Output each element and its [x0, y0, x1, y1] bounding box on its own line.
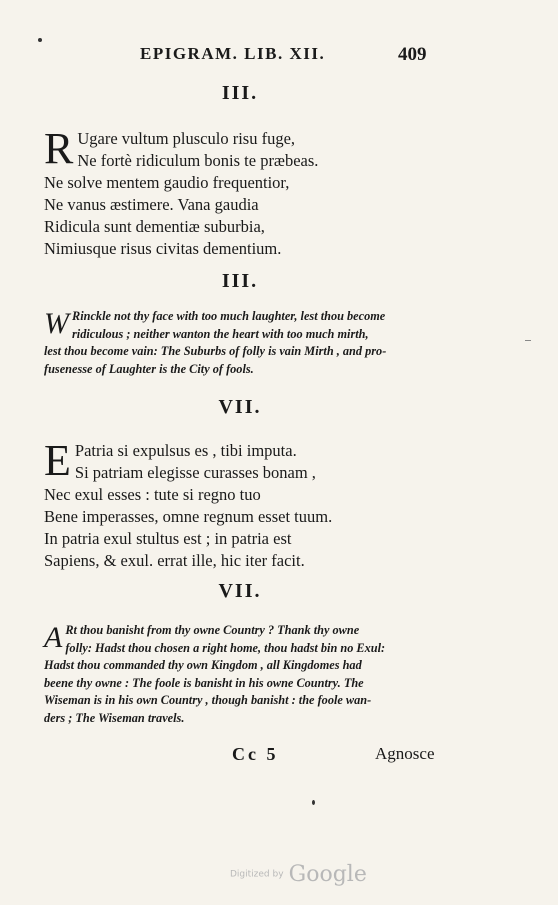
page-number: 409 [398, 44, 427, 65]
prose-line: Rt thou banisht from thy owne Country ? Thank thy owne [65, 623, 360, 637]
latin-epigram [44, 436, 444, 572]
prose-line: ridiculous ; neither wanton the heart with too much mirth, [72, 326, 369, 341]
verse-line: In patria exul stultus est ; in patria est [44, 529, 292, 548]
verse-line: Bene imperasses, omne regnum esset tuum. [44, 507, 333, 526]
running-head: EPIGRAM. LIB. XII. [140, 44, 326, 63]
prose-line: fusenesse of Laughter is the City of fools. [44, 361, 254, 376]
drop-cap: E [44, 436, 71, 485]
drop-cap: R [44, 124, 74, 173]
verse-line: Patria si expulsus es , tibi imputa. [74, 441, 297, 460]
verse-line: Nec exul esses : tute si regno tuo [44, 485, 261, 504]
prose-line: ders ; The Wiseman travels. [44, 710, 185, 725]
ink-spot [312, 800, 315, 805]
section-heading: VII. [218, 396, 262, 418]
ink-spot [38, 38, 42, 42]
latin-epigram [44, 124, 444, 260]
verse-line: Si patriam elegisse curasses bonam , [74, 463, 316, 482]
prose-line: folly: Hadst thou chosen a right home, thou hadst bin no Exul: [65, 640, 386, 655]
verse-line: Ne vanus æstimere. Vana gaudia [44, 195, 259, 214]
prose-line: lest thou become vain: The Suburbs of folly is vain Mirth , and pro- [44, 344, 387, 358]
section-heading: III. [221, 270, 259, 292]
verse-line: Ne solve mentem gaudio frequentior, [44, 173, 290, 192]
section-heading: III. [221, 82, 259, 104]
english-translation [44, 622, 444, 727]
section-heading: VII. [218, 580, 262, 602]
drop-cap: W [44, 307, 69, 340]
catchword: Agnosce [375, 744, 435, 763]
verse-line: Ne fortè ridiculum bonis te præbeas. [77, 151, 319, 170]
prose-line: Rinckle not thy face with too much laughter, lest thou become [72, 309, 386, 323]
prose-line: Wiseman is in his own Country , though banisht : the foole wan- [44, 693, 372, 707]
digitization-watermark [230, 862, 367, 887]
drop-cap: A [44, 621, 63, 654]
signature-mark: Cc 5 [232, 744, 279, 764]
verse-line: Nimiusque risus civitas dementium. [44, 239, 282, 258]
verse-line: Ridicula sunt dementiæ suburbia, [44, 217, 265, 236]
watermark-prefix: Digitized by [230, 869, 284, 880]
prose-line: beene thy owne : The foole is banisht in his owne Country. The [44, 675, 364, 690]
verse-line: Ugare vultum plusculo risu fuge, [77, 129, 296, 148]
verse-line: Sapiens, & exul. errat ille, hic iter facit. [44, 551, 305, 570]
prose-line: Hadst thou commanded thy own Kingdom , all Kingdomes had [44, 658, 362, 672]
english-translation [44, 308, 444, 378]
google-logo: Google [288, 862, 367, 887]
ink-spot [525, 340, 531, 341]
